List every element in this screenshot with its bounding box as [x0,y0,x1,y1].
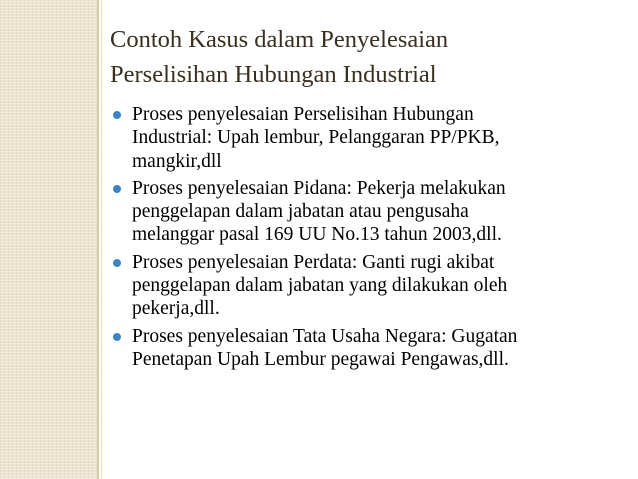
bullet-item-hubungan-industrial [110,103,632,173]
bullet-item-perdata [110,251,632,321]
bullet-marker-icon [113,111,121,119]
decorative-side-panel [0,0,97,479]
bullet-line: Proses penyelesaian Tata Usaha Negara: Gugatan [132,325,518,347]
bullet-text [132,325,632,372]
bullet-line: Proses penyelesaian Perselisihan Hubungan [132,104,474,125]
bullet-line: penggelapan dalam jabatan atau pengusaha [132,201,469,223]
bullet-list [110,103,632,375]
bullet-marker-icon [113,259,121,267]
bullet-marker-icon [113,333,121,341]
slide-title-line-1: Contoh Kasus dalam Penyelesaian [110,26,449,53]
bullet-line: Penetapan Upah Lembur pegawai Pengawas,dll. [132,348,509,370]
bullet-text [132,103,632,173]
slide-title [110,22,630,92]
bullet-line: mangkir,dll [132,150,222,172]
bullet-line: penggelapan dalam jabatan yang dilakukan oleh [132,275,508,297]
bullet-line: Proses penyelesaian Pidana: Pekerja melakukan [132,177,506,199]
bullet-line: Industrial: Upah lembur, Pelanggaran PP/PKB, [132,127,500,149]
bullet-marker-icon [113,185,121,193]
bullet-line: melanggar pasal 169 UU No.13 tahun 2003,dll. [132,224,502,246]
decorative-divider-line [97,0,99,479]
bullet-line: Proses penyelesaian Perdata: Ganti rugi akibat [132,251,495,273]
bullet-text [132,251,632,321]
bullet-line: pekerja,dll. [132,298,220,320]
bullet-text [132,177,632,247]
bullet-item-pidana [110,177,632,247]
slide-title-line-2: Perselisihan Hubungan Industrial [110,61,437,88]
decorative-divider-line-thin [101,0,102,479]
bullet-item-tata-usaha-negara [110,325,632,372]
